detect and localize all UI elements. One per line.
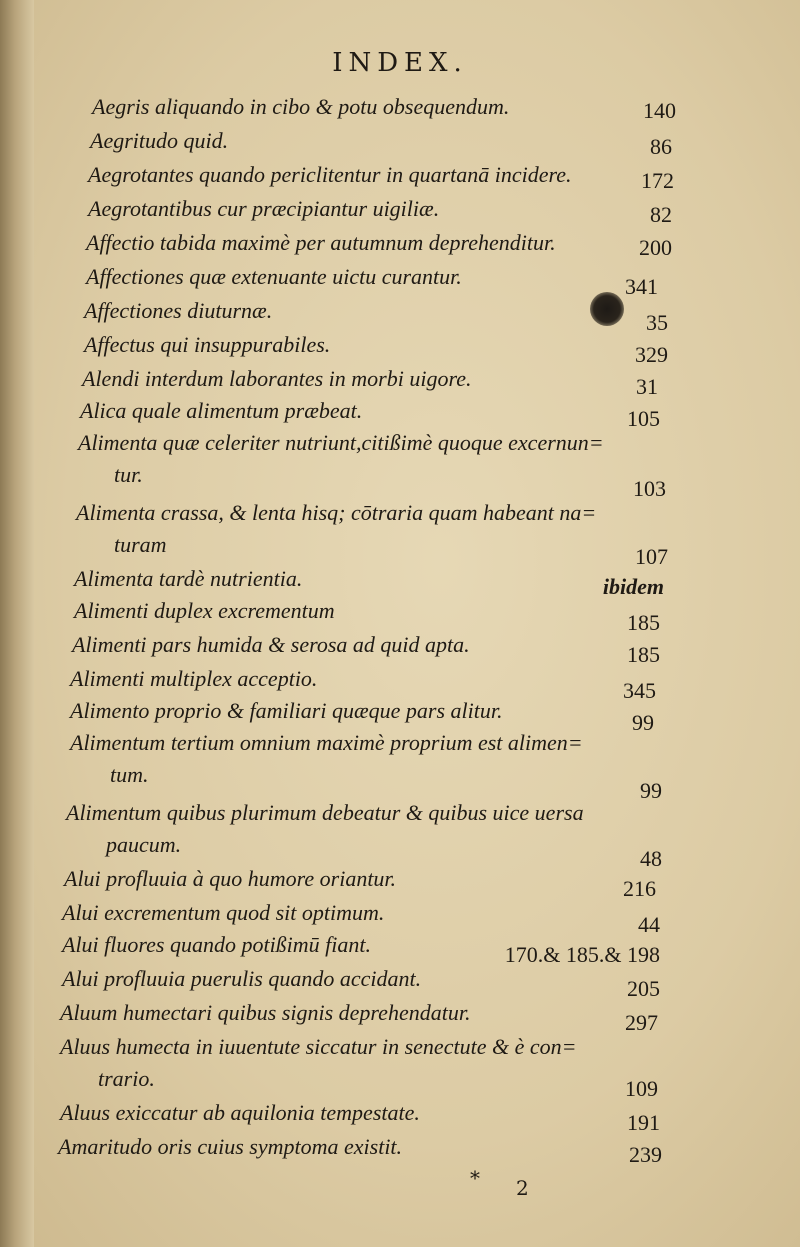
entry-page: 172 <box>641 168 674 193</box>
entry-term: Aegrotantibus cur præcipiantur uigiliæ. <box>88 196 440 221</box>
entry-term: Affectio tabida maximè per autumnum deprehenditur. <box>86 230 556 255</box>
entry-term: Alui fluores quando potißimū fiant. <box>62 932 372 957</box>
entry-page: 216 <box>623 876 656 901</box>
entry-page: 329 <box>635 342 668 367</box>
entry-term: Alimento proprio & familiari quæque pars alitur. <box>70 698 503 723</box>
entry-page: 105 <box>627 406 660 431</box>
entry-term-continuation: turam <box>114 532 167 557</box>
entry-page: 48 <box>640 846 662 871</box>
entry-term: Alimenti multiplex acceptio. <box>70 666 318 691</box>
entry-page: 31 <box>636 374 658 399</box>
entry-term: Alimenti pars humida & serosa ad quid apta. <box>72 632 470 657</box>
entry-term: Aluus exiccatur ab aquilonia tempestate. <box>60 1100 420 1125</box>
entry-term: Alimenta tardè nutrientia. <box>74 566 303 591</box>
entry-term: Amaritudo oris cuius symptoma existit. <box>58 1134 403 1159</box>
entry-term-continuation: tur. <box>114 462 143 487</box>
entry-term: Alimenta crassa, & lenta hisq; cōtraria quam habeant na= <box>76 500 597 525</box>
signature-mark: 2 <box>516 1176 529 1200</box>
entry-page: 239 <box>629 1142 662 1167</box>
entry-term-continuation: tum. <box>110 762 149 787</box>
entry-term: Aluum humectari quibus signis deprehendatur. <box>60 1000 471 1025</box>
entry-term: Alui profluuia puerulis quando accidant. <box>62 966 422 991</box>
entry-page: 99 <box>632 710 654 735</box>
entry-term: Affectus qui insuppurabiles. <box>84 332 331 357</box>
entry-page: 82 <box>650 202 672 227</box>
entry-page: ibidem <box>602 574 664 599</box>
footer-asterisk: * <box>470 1166 480 1190</box>
entry-page: 185 <box>627 642 660 667</box>
entry-page: 185 <box>627 610 660 635</box>
entry-page: 86 <box>650 134 672 159</box>
entry-term: Alimenti duplex excrementum <box>74 598 335 623</box>
entry-page: 191 <box>627 1110 660 1135</box>
entry-term: Alendi interdum laborantes in morbi uigore. <box>82 366 472 391</box>
entry-term: Alui excrementum quod sit optimum. <box>62 900 385 925</box>
entry-page: 200 <box>639 235 672 260</box>
entry-term: Aegris aliquando in cibo & potu obsequendum. <box>92 94 510 119</box>
entry-page: 99 <box>640 778 662 803</box>
entry-page: 103 <box>633 476 666 501</box>
entry-page: 35 <box>646 310 668 335</box>
entry-term: Aegritudo quid. <box>90 128 229 153</box>
entry-term-continuation: trario. <box>98 1066 155 1091</box>
entry-page: 107 <box>635 544 668 569</box>
entry-term: Affectiones diuturnæ. <box>84 298 273 323</box>
entry-page: 109 <box>625 1076 658 1101</box>
entry-page: 205 <box>627 976 660 1001</box>
entry-term: Affectiones quæ extenuante uictu curantur. <box>86 264 462 289</box>
entry-term: Aluus humecta in iuuentute siccatur in senectute & è con= <box>60 1034 577 1059</box>
entry-term: Alimentum tertium omnium maximè proprium est alimen= <box>70 730 583 755</box>
entry-term: Aegrotantes quando periclitentur in quartanā incidere. <box>88 162 572 187</box>
entry-term: Alica quale alimentum præbeat. <box>80 398 363 423</box>
entry-page: 345 <box>623 678 656 703</box>
entry-term-continuation: paucum. <box>106 832 182 857</box>
running-head: INDEX. <box>332 48 468 78</box>
entry-term: Alimenta quæ celeriter nutriunt,citißimè quoque excernun= <box>78 430 604 455</box>
entry-term: Alui profluuia à quo humore oriantur. <box>64 866 397 891</box>
entry-page: 170.& 185.& 198 <box>504 942 660 967</box>
entry-page: 140 <box>643 98 676 123</box>
entry-page: 44 <box>638 912 660 937</box>
entry-term: Alimentum quibus plurimum debeatur & quibus uice uersa <box>66 800 584 825</box>
entry-page: 297 <box>625 1010 658 1035</box>
entry-page: 341 <box>625 274 658 299</box>
